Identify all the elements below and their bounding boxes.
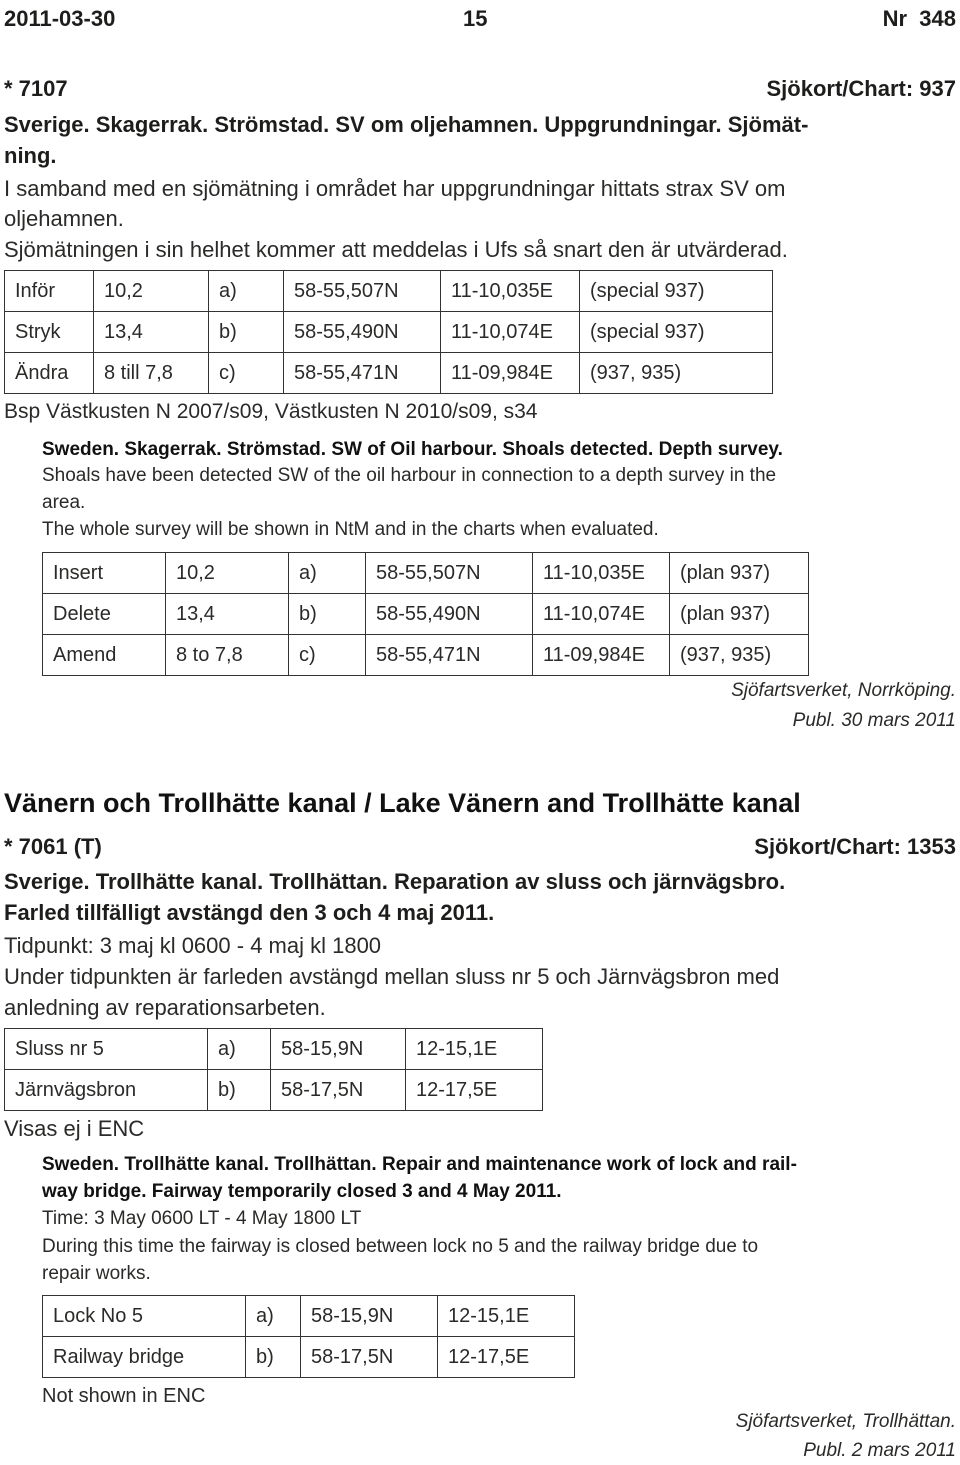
table-cell: 12-17,5E [406,1070,543,1111]
table-cell: Insert [43,553,166,594]
table-cell: 58-15,9N [301,1296,438,1337]
table-cell: a) [209,271,284,312]
table-cell: 13,4 [166,594,289,635]
table-cell: 58-55,471N [366,635,533,676]
table-cell: 11-10,035E [533,553,670,594]
table-cell: Railway bridge [43,1337,246,1378]
table-cell: 58-55,471N [284,353,441,394]
notice-7061-en-text-line2: repair works. [42,1263,151,1284]
notice-7107-en-text-line3: The whole survey will be shown in NtM and in the charts when evaluated. [42,519,659,540]
table-cell: 10,2 [94,271,209,312]
notice-7107-en-position-table [42,552,809,676]
table-row [5,1029,543,1070]
notice-7061-chart: Sjökort/Chart: 1353 [754,834,956,859]
table-cell: Ändra [5,353,94,394]
notice-7061-en-text-line1: During this time the fairway is closed between lock no 5 and the railway bridge due to [42,1236,759,1257]
table-cell: c) [209,353,284,394]
table-cell: 11-09,984E [533,635,670,676]
table-cell: c) [289,635,366,676]
table-cell: b) [246,1337,301,1378]
table-cell: 12-15,1E [406,1029,543,1070]
notice-7107-sv-text-line1: I samband med en sjömätning i området har uppgrundningar hittats strax SV om [4,176,786,201]
notice-7061-sv-title-line1: Sverige. Trollhätte kanal. Trollhättan. Reparation av sluss och järnvägsbro. [4,869,786,894]
notice-7061-en-time: Time: 3 May 0600 LT - 4 May 1800 LT [42,1208,362,1229]
table-cell: 11-10,035E [441,271,580,312]
section-title: Vänern och Trollhätte kanal / Lake Vänern and Trollhätte kanal [4,788,801,818]
table-cell: (937, 935) [580,353,773,394]
table-cell: 58-55,490N [284,312,441,353]
table-cell: 58-55,507N [284,271,441,312]
notice-7107-en-title: Sweden. Skagerrak. Strömstad. SW of Oil harbour. Shoals detected. Depth survey. [42,439,783,460]
table-cell: 13,4 [94,312,209,353]
table-cell: (plan 937) [670,594,809,635]
header-date: 2011-03-30 [4,6,116,31]
notice-7061-en-title-line2: way bridge. Fairway temporarily closed 3 and 4 May 2011. [42,1181,562,1202]
notice-7107-number: * 7107 [4,76,68,101]
notice-7107-en-text-line2: area. [42,492,86,513]
notice-7107-sv-text-line2: oljehamnen. [4,206,124,231]
table-cell: 8 till 7,8 [94,353,209,394]
table-cell: 58-15,9N [271,1029,406,1070]
notice-7107-source: Sjöfartsverket, Norrköping. [731,680,956,701]
table-cell: 12-15,1E [438,1296,575,1337]
header-page-number: 15 [463,6,488,31]
notice-7061-sv-text-line1: Under tidpunkten är farleden avstängd mellan sluss nr 5 och Järnvägsbron med [4,964,780,989]
table-cell: 58-55,490N [366,594,533,635]
table-cell: Stryk [5,312,94,353]
header-issue: Nr 348 [882,6,956,31]
table-cell: 58-55,507N [366,553,533,594]
table-cell: Delete [43,594,166,635]
notice-7061-sv-position-table [4,1028,543,1111]
notice-7061-sv-text-line2: anledning av reparationsarbeten. [4,995,326,1020]
table-row [43,1296,575,1337]
table-row [43,594,809,635]
table-cell: (special 937) [580,312,773,353]
table-cell: 11-10,074E [441,312,580,353]
table-cell: b) [209,312,284,353]
notice-7107-publication-date: Publ. 30 mars 2011 [792,710,956,731]
table-row [43,635,809,676]
table-cell: 11-10,074E [533,594,670,635]
notice-7107-en-text-line1: Shoals have been detected SW of the oil harbour in connection to a depth survey in the [42,465,777,486]
notice-7061-sv-title-line2: Farled tillfälligt avstängd den 3 och 4 maj 2011. [4,900,495,925]
table-cell: Sluss nr 5 [5,1029,208,1070]
table-row [5,271,773,312]
table-cell: a) [208,1029,271,1070]
notice-7107-sv-title-line1: Sverige. Skagerrak. Strömstad. SV om oljehamnen. Uppgrundningar. Sjömät- [4,112,809,137]
table-cell: 58-17,5N [271,1070,406,1111]
notice-7061-number: * 7061 (T) [4,834,102,859]
table-cell: 12-17,5E [438,1337,575,1378]
notice-7107-sv-bsp: Bsp Västkusten N 2007/s09, Västkusten N 2010/s09, s34 [4,400,538,423]
table-cell: Järnvägsbron [5,1070,208,1111]
notice-7061-en-enc-note: Not shown in ENC [42,1385,206,1407]
notice-7061-source: Sjöfartsverket, Trollhättan. [735,1411,956,1432]
table-row [5,312,773,353]
table-cell: 8 to 7,8 [166,635,289,676]
table-row [5,1070,543,1111]
table-row [5,353,773,394]
table-cell: a) [289,553,366,594]
table-row [43,553,809,594]
table-cell: b) [208,1070,271,1111]
table-cell: (special 937) [580,271,773,312]
table-cell: 58-17,5N [301,1337,438,1378]
notice-7061-sv-time: Tidpunkt: 3 maj kl 0600 - 4 maj kl 1800 [4,933,382,958]
notice-7107-sv-title-line2: ning. [4,143,57,168]
table-cell: 10,2 [166,553,289,594]
notice-7061-publication-date: Publ. 2 mars 2011 [803,1440,956,1461]
table-cell: (937, 935) [670,635,809,676]
notice-7061-en-position-table [42,1295,575,1378]
notice-7107-sv-position-table [4,270,773,394]
table-cell: Amend [43,635,166,676]
notice-7107-sv-text-line3: Sjömätningen i sin helhet kommer att meddelas i Ufs så snart den är utvärderad. [4,237,788,262]
table-row [43,1337,575,1378]
table-cell: Lock No 5 [43,1296,246,1337]
table-cell: b) [289,594,366,635]
notice-7107-chart: Sjökort/Chart: 937 [766,76,956,101]
notice-7061-sv-enc-note: Visas ej i ENC [4,1116,145,1141]
table-cell: (plan 937) [670,553,809,594]
notice-7061-en-title-line1: Sweden. Trollhätte kanal. Trollhättan. Repair and maintenance work of lock and rail- [42,1154,797,1175]
table-cell: Inför [5,271,94,312]
table-cell: a) [246,1296,301,1337]
table-cell: 11-09,984E [441,353,580,394]
